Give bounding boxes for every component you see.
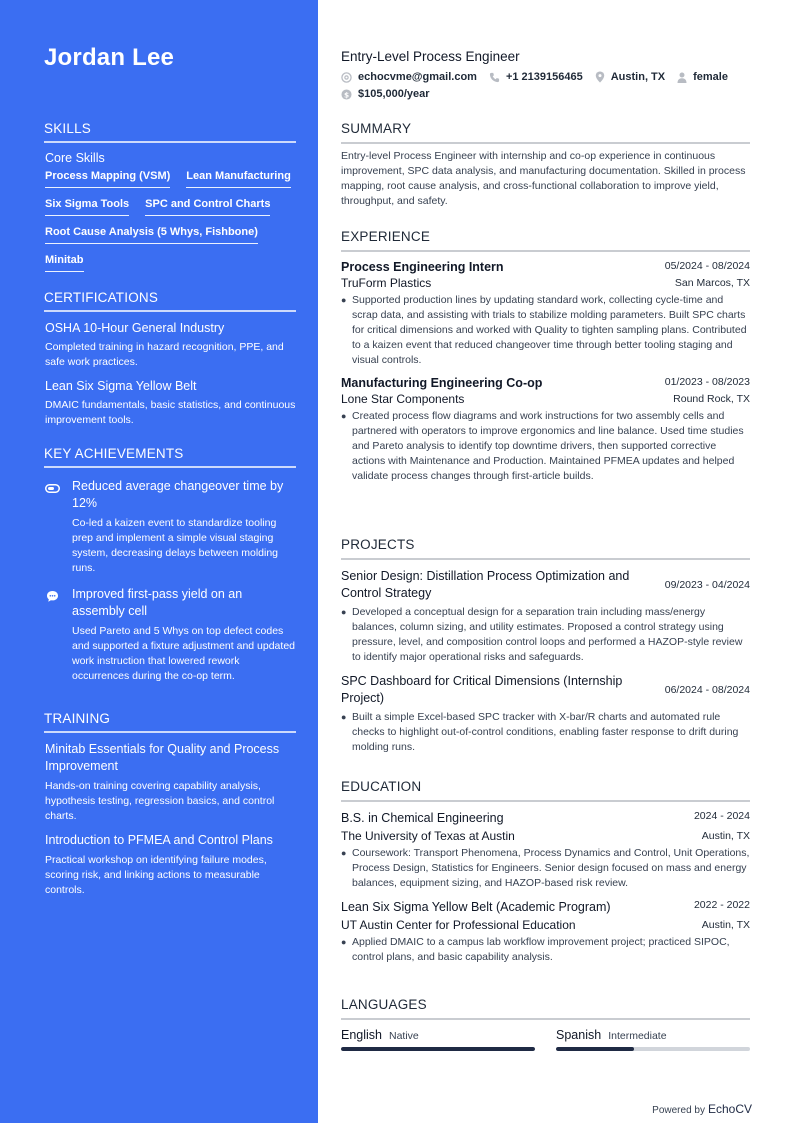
education-section — [341, 779, 750, 965]
training-description: Practical workshop on identifying failure modes, scoring risk, and linking actions to measurable controls. — [45, 854, 267, 896]
entry-bullet: ● Built a simple Excel-based SPC tracker with X-bar/R charts and automated rule checks to highlight out-of-control conditions, enabling faster response to drift during molding runs. — [341, 710, 750, 755]
training-section — [44, 711, 296, 898]
svg-text:$: $ — [343, 89, 350, 99]
chat-bubble-icon — [44, 588, 61, 605]
location-text: Austin, TX — [610, 71, 666, 83]
skill-chips — [45, 170, 296, 282]
certification-title: Lean Six Sigma Yellow Belt — [45, 379, 197, 393]
entry-title: Senior Design: Distillation Process Optimization and Control Strategy — [341, 569, 630, 600]
entry-title: B.S. in Chemical Engineering — [341, 811, 504, 825]
project-entry — [341, 568, 750, 665]
achievements-heading: KEY ACHIEVEMENTS — [44, 446, 296, 468]
language-proficiency-bar — [341, 1047, 535, 1051]
achievement-description: Co-led a kaizen event to standardize tooling prep and implement a simple visual staging system, decreasing delays between molding runs. — [72, 517, 279, 574]
entry-location: Round Rock, TX — [673, 393, 750, 405]
dollar-icon — [341, 89, 352, 100]
summary-section — [341, 121, 750, 209]
entry-dates: 01/2023 - 08/2023 — [664, 376, 750, 388]
entry-title: Process Engineering Intern — [341, 260, 504, 274]
gender-text: female — [693, 71, 728, 83]
certification-description: DMAIC fundamentals, basic statistics, and continuous improvement tools. — [45, 399, 296, 426]
phone-icon — [489, 72, 500, 83]
entry-location: San Marcos, TX — [674, 277, 750, 289]
language-item — [341, 1026, 535, 1051]
language-item — [556, 1026, 750, 1051]
summary-text: Entry-level Process Engineer with internship and co-op experience in continuous improvement, SPC data analysis, and manufacturing documentation. Skilled in process mapping, root cause analysis, and cross-functional collaboration to improve yield, throughput, and safety. — [341, 150, 746, 207]
footer — [652, 1102, 752, 1116]
certification-description: Completed training in hazard recognition, PPE, and safe work practices. — [45, 341, 284, 368]
certification-title: OSHA 10-Hour General Industry — [45, 321, 225, 335]
experience-heading: EXPERIENCE — [341, 229, 750, 252]
toggle-icon — [44, 480, 61, 497]
core-skills-subheading: Core Skills — [45, 151, 105, 165]
email-contact — [341, 71, 477, 83]
entry-dates: 09/2023 - 04/2024 — [664, 579, 750, 591]
project-entry — [341, 673, 750, 755]
entry-location: Austin, TX — [701, 830, 750, 842]
phone-contact — [489, 71, 583, 83]
achievement-title: Improved first-pass yield on an assembly cell — [72, 587, 243, 618]
language-proficiency-fill — [341, 1047, 535, 1051]
entry-dates: 06/2024 - 08/2024 — [664, 684, 750, 696]
achievement-title: Reduced average changeover time by 12% — [72, 479, 284, 510]
location-contact — [595, 71, 665, 83]
entry-dates: 2024 - 2024 — [693, 810, 750, 822]
skill-chip: Minitab — [45, 254, 84, 272]
sidebar — [0, 0, 318, 1123]
skill-chip: Lean Manufacturing — [186, 170, 291, 188]
language-level: Native — [389, 1030, 419, 1042]
achievement-description: Used Pareto and 5 Whys on top defect codes and supported a fixture adjustment and updated work instruction that lowered rework occurrences during the co-op term. — [72, 625, 295, 682]
entry-bullet: ● Coursework: Transport Phenomena, Process Dynamics and Control, Unit Operations, Process Design, Statistics for Engineers. Senior design focused on mass and energy balances, equipment sizing, and HAZOP-based risk review. — [341, 847, 750, 889]
certifications-section — [44, 290, 296, 428]
email-text: echocvme@gmail.com — [358, 71, 477, 83]
entry-organization: UT Austin Center for Professional Education — [341, 918, 576, 932]
certifications-heading: CERTIFICATIONS — [44, 290, 296, 312]
training-title: Minitab Essentials for Quality and Process Improvement — [45, 742, 280, 773]
languages-heading: LANGUAGES — [341, 997, 750, 1020]
training-heading: TRAINING — [44, 711, 296, 733]
candidate-name: Jordan Lee — [44, 44, 175, 71]
entry-location: Austin, TX — [701, 919, 750, 931]
entry-bullet: ● Created process flow diagrams and work instructions for two assembly cells and partnered with operators to improve ergonomics and line balance. Used time studies and Pareto analysis to identify top downtime drivers, then supported corrective actions with Maintenance and Production. Maintained PFMEA updates and helped validate process changes through first-article builds. — [341, 409, 750, 484]
at-icon — [341, 72, 352, 83]
entry-organization: TruForm Plastics — [341, 276, 432, 290]
salary-text: $105,000/year — [358, 88, 430, 100]
bullet-text: Developed a conceptual design for a separation train including mass/energy balances, column sizing, and utility estimates. Proposed a control strategy using pressure, level, and composition control loops and performed a HAZOP-style review to identify major operational risks and safeguards. — [352, 606, 743, 663]
location-pin-icon — [595, 71, 605, 83]
education-entry — [341, 899, 750, 965]
skill-chip: Six Sigma Tools — [45, 198, 129, 216]
bullet-text: Created process flow diagrams and work instructions for two assembly cells and partnered with operators to improve ergonomics and line balance. Used time studies and Pareto analysis to identify top downtime drivers, then supported corrective actions with Maintenance and Production. Maintained PFMEA updates and helped validate process changes through first-article builds. — [352, 410, 744, 482]
skills-heading: SKILLS — [44, 121, 296, 143]
experience-section — [341, 229, 750, 484]
training-description: Hands-on training covering capability analysis, hypothesis testing, regression basics, and control charts. — [45, 780, 275, 822]
entry-title: SPC Dashboard for Critical Dimensions (Internship Project) — [341, 674, 623, 705]
skill-chip: Root Cause Analysis (5 Whys, Fishbone) — [45, 226, 258, 244]
education-entry — [341, 810, 750, 891]
entry-title: Manufacturing Engineering Co-op — [341, 376, 543, 390]
bullet-text: Coursework: Transport Phenomena, Process Dynamics and Control, Unit Operations, Process Design, Statistics for Engineers. Senior design focused on mass and energy balances, equipment sizing, and HAZOP-based risk review. — [352, 847, 750, 889]
salary-row — [341, 88, 442, 100]
languages-section — [341, 997, 750, 1051]
entry-bullet: ● Developed a conceptual design for a separation train including mass/energy balances, column sizing, and utility estimates. Proposed a control strategy using pressure, level, and composition control loops and performed a HAZOP-style review to identify major operational risks and safeguards. — [341, 605, 750, 665]
language-level: Intermediate — [608, 1030, 667, 1042]
job-title: Entry-Level Process Engineer — [341, 49, 520, 64]
skills-section — [44, 121, 296, 282]
entry-bullet: ● Supported production lines by updating standard work, collecting cycle-time and scrap data, and assisting with trials to stabilize molding parameters. Built SPC charts for critical dimensions and worked with Quality to tighten sampling plans. Contributed to a kaizen event that reduced changeover time through better tooling staging and visual controls. — [341, 293, 750, 368]
language-proficiency-bar — [556, 1047, 750, 1051]
language-name: English — [341, 1028, 382, 1042]
salary-contact — [341, 88, 430, 100]
achievement-item — [44, 586, 296, 684]
achievement-item — [44, 478, 296, 576]
skill-chip: Process Mapping (VSM) — [45, 170, 170, 188]
projects-heading: PROJECTS — [341, 537, 750, 560]
entry-organization: The University of Texas at Austin — [341, 829, 515, 843]
languages-list — [341, 1026, 750, 1051]
bullet-text: Built a simple Excel-based SPC tracker with X-bar/R charts and automated rule checks to highlight out-of-control conditions, enabling faster response to drift during molding runs. — [352, 711, 739, 753]
experience-entry — [341, 260, 750, 368]
contact-row — [341, 71, 740, 83]
training-title: Introduction to PFMEA and Control Plans — [45, 833, 273, 847]
entry-organization: Lone Star Components — [341, 392, 465, 406]
education-heading: EDUCATION — [341, 779, 750, 802]
person-icon — [677, 72, 687, 83]
gender-contact — [677, 71, 728, 83]
powered-by-text: Powered by — [652, 1105, 705, 1116]
entry-dates: 05/2024 - 08/2024 — [664, 260, 750, 272]
bullet-text: Supported production lines by updating standard work, collecting cycle-time and scrap data, and assisting with trials to stabilize molding parameters. Built SPC charts for critical dimensions and worked with Quality to tighten sampling plans. Contributed to a kaizen event that reduced changeover time through better tooling staging and visual controls. — [352, 294, 747, 366]
skill-chip: SPC and Control Charts — [145, 198, 270, 216]
entry-title: Lean Six Sigma Yellow Belt (Academic Program) — [341, 900, 611, 914]
projects-section — [341, 537, 750, 755]
phone-text: +1 2139156465 — [505, 71, 583, 83]
brand-link[interactable]: EchoCV — [707, 1102, 752, 1116]
achievements-section — [44, 446, 296, 684]
bullet-text: Applied DMAIC to a campus lab workflow improvement project; practiced SIPOC, control plans, and basic capability analysis. — [352, 936, 730, 963]
experience-entry — [341, 376, 750, 484]
summary-heading: SUMMARY — [341, 121, 750, 144]
entry-bullet: ● Applied DMAIC to a campus lab workflow improvement project; practiced SIPOC, control plans, and basic capability analysis. — [341, 935, 750, 965]
language-proficiency-fill — [556, 1047, 634, 1051]
entry-dates: 2022 - 2022 — [693, 899, 750, 911]
language-name: Spanish — [556, 1028, 602, 1042]
